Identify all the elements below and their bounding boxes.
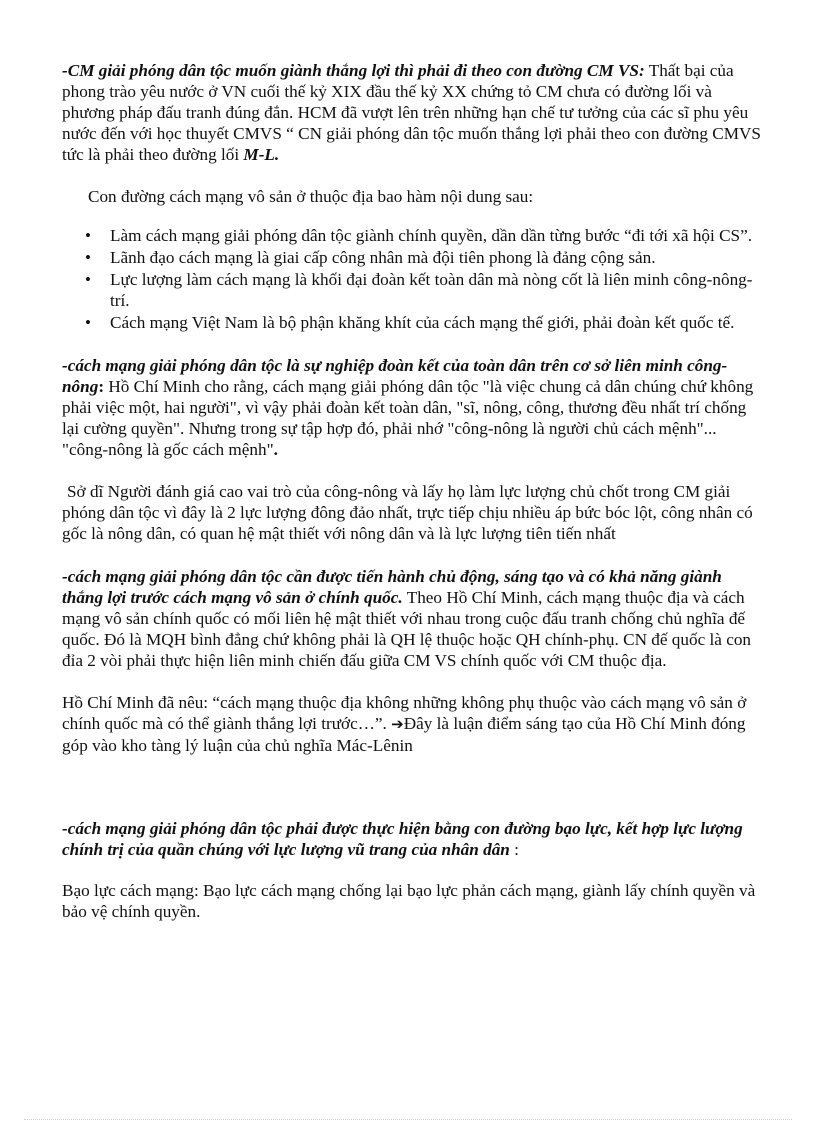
paragraph-chu-dong <box>62 566 762 671</box>
page-bottom-divider <box>24 1119 792 1120</box>
paragraph-bao-luc-cach-mang: Bạo lực cách mạng: Bạo lực cách mạng chống lại bạo lực phản cách mạng, giành lấy chính quyền và bảo vệ chính quyền. <box>62 881 756 921</box>
heading-bao-luc: -cách mạng giải phóng dân tộc phải được thực hiện bằng con đường bạo lực, kết hợp lực lượng chính trị của quần chúng với lực lượng vũ trang của nhân dân <box>62 819 743 859</box>
paragraph-cm-vs <box>62 60 762 165</box>
heading-colon: : <box>98 377 105 396</box>
paragraph-bao-luc <box>62 818 762 860</box>
paragraph-text: Theo Hồ Chí Minh, cách mạng thuộc địa và cách mạng vô sản chính quốc có mối liên hệ mật thiết với nhau trong cuộc đấu tranh chống chủ nghĩa đế quốc. Đó là MQH bình đẳng chứ không phải là QH lệ thuộc hoặc QH chính-phụ. CN đế quốc là con đỉa 2 vòi phải thực hiện liên minh chiến đấu giữa CM VS chính quốc với CM thuộc địa. <box>62 588 752 670</box>
list-item: • Làm cách mạng giải phóng dân tộc giành chính quyền, dần dần từng bước “đi tới xã hội CS”. <box>110 225 762 246</box>
content-bullet-list <box>62 225 762 333</box>
list-item: • Cách mạng Việt Nam là bộ phận khăng khít của cách mạng thế giới, phải đoàn kết quốc tế. <box>110 312 762 333</box>
heading-doan-ket: -cách mạng giải phóng dân tộc là sự nghiệp đoàn kết của toàn dân trên cơ sở liên minh công-nông <box>62 356 728 396</box>
paragraph-text: Đây là luận điểm sáng tạo của Hồ Chí Minh đóng góp vào kho tàng lý luận của chủ nghĩa Mác-Lênin <box>62 714 746 755</box>
paragraph-cong-nong: Sở dĩ Người đánh giá cao vai trò của công-nông và lấy họ làm lực lượng chủ chốt trong CM giải phóng dân tộc vì đây là 2 lực lượng đông đảo nhất, trực tiếp chịu nhiều áp bức bóc lột, công nhân có gốc là nông dân, có quan hệ mật thiết với nông dân và là lực lượng tiên tiến nhất <box>62 482 753 543</box>
document-page <box>62 60 762 922</box>
list-item: • Lãnh đạo cách mạng là giai cấp công nhân mà đội tiên phong là đảng cộng sản. <box>110 247 762 268</box>
heading-cm-vs: -CM giải phóng dân tộc muốn giành thắng lợi thì phải đi theo con đường CM VS: <box>62 61 645 80</box>
paragraph-end: . <box>273 440 278 459</box>
paragraph-text: Thất bại của phong trào yêu nước ở VN cuối thế kỷ XIX đầu thế kỷ XX chứng tỏ CM chưa có đường lối và phương pháp đấu tranh đúng đắn. HCM đã vượt lên trên những hạn chế tư tưởng của các sĩ phu yêu nước đến với học thuyết CMVS “ CN giải phóng dân tộc muốn thắng lợi phải theo con đường CMVS tức là phải theo đường lối <box>62 61 761 164</box>
arrow-right-icon: ➔ <box>391 715 404 733</box>
list-item: • Lực lượng làm cách mạng là khối đại đoàn kết toàn dân mà nòng cốt là liên minh công-nông-trí. <box>110 269 762 311</box>
paragraph-hcm-quote <box>62 692 762 756</box>
paragraph-intro-list: Con đường cách mạng vô sản ở thuộc địa bao hàm nội dung sau: <box>88 187 534 206</box>
paragraph-doan-ket <box>62 355 762 460</box>
paragraph-text: : <box>509 840 519 859</box>
paragraph-text: Hồ Chí Minh đã nêu: “cách mạng thuộc địa không những không phụ thuộc vào cách mạng vô sản ở chính quốc mà có thể giành thắng lợi trước…”. <box>62 693 747 733</box>
paragraph-text: Hồ Chí Minh cho rằng, cách mạng giải phóng dân tộc "là việc chung cả dân chúng chứ không phải việc một, hai người", vì vậy phải đoàn kết toàn dân, "sĩ, nông, công, thương đều nhất trí chống lại cường quyền". Nhưng trong sự tập hợp đó, phải nhớ "công-nông là người chủ cách mệnh"... "công-nông là gốc cách mệnh" <box>62 377 754 459</box>
heading-chu-dong: -cách mạng giải phóng dân tộc cần được tiến hành chủ động, sáng tạo và có khả năng giành thắng lợi trước cách mạng vô sản ở chính quốc. <box>62 567 722 607</box>
emphasis-ml: M-L. <box>243 145 280 164</box>
